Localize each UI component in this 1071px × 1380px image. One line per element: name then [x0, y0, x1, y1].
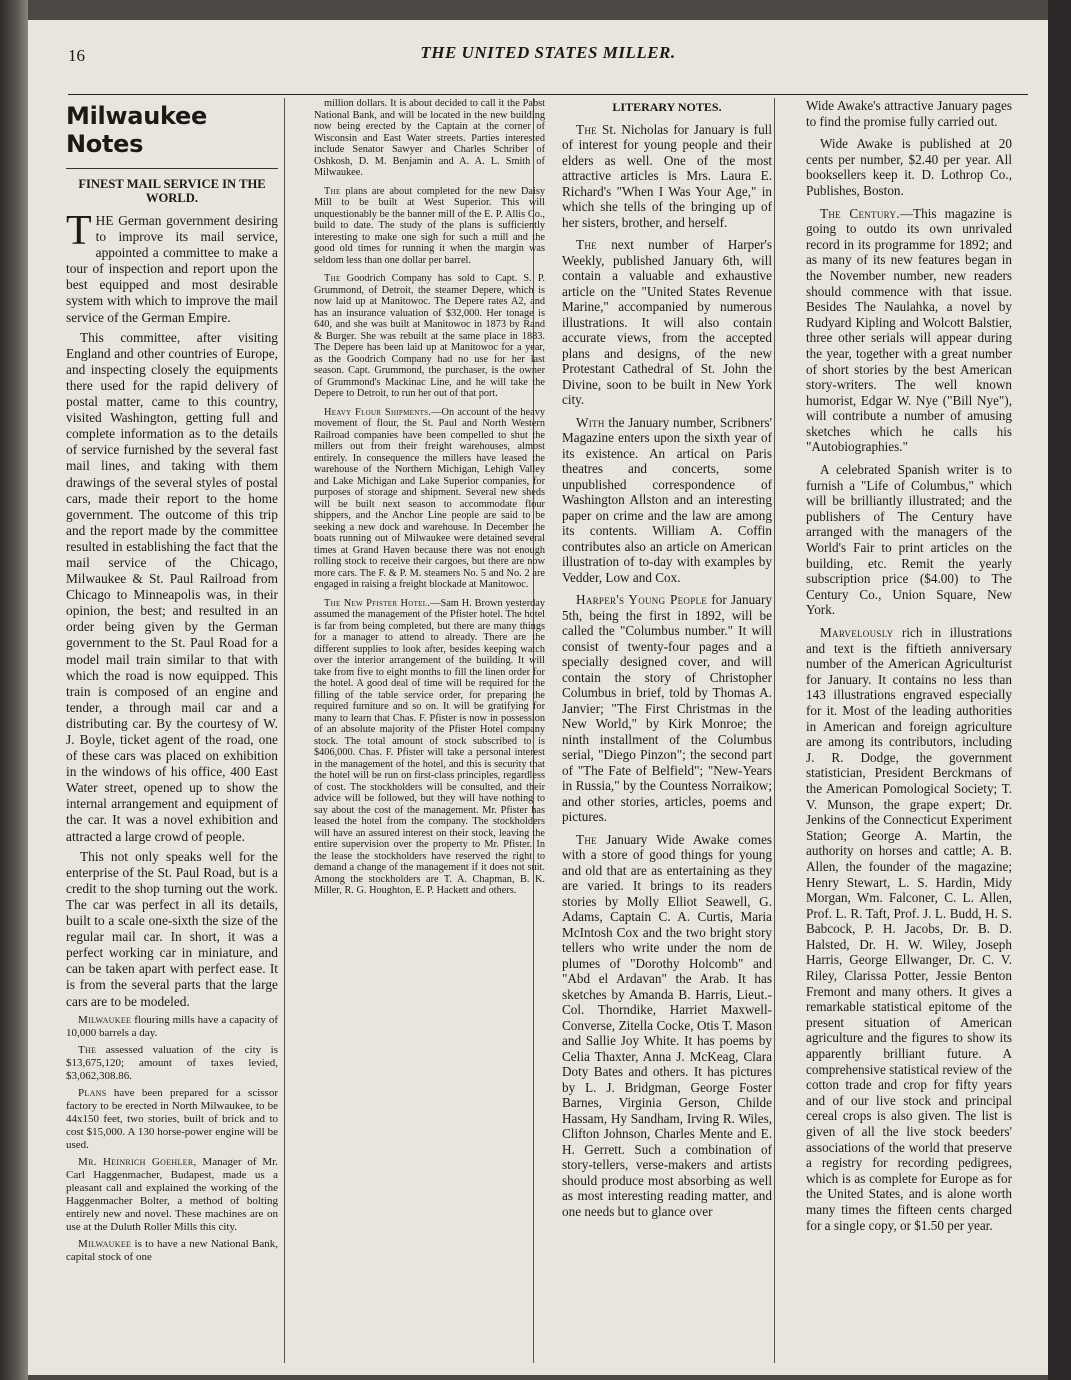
- article-paragraph: This committee, after visiting England and other countries of Europe, and inspecting closely the equipments there used for the rapid delivery of postal matter, came to this country, visited Washington, getting full and complete information as to the details of service furnished by the several fast mail lines, and taking with them drawings of the several styles of postal cars, made their report to the home government. The outcome of this trip and the report made by the committee resulted in establishing the fact that the mail service of the Chicago, Milwaukee & St. Paul Railroad from Chicago to Minneapolis was, in their opinion, the best; and resulted in an order being given by the German government to the St. Paul Road for a model mail train similar to that with which the road is now equipped. This train is composed of an engine and tender, a through mail car and a distributing car. By the courtesy of W. J. Boyle, ticket agent of the road, one of these cars was placed on exhibition in the windows of his office, 400 East Water street, opened up to show the internal arrangement and equipment of the car. It was a novel exhibition and attracted a large crowd of people.: [66, 329, 278, 844]
- news-item: Mr. Heinrich Goehler, Manager of Mr. Carl Haggenmacher, Budapest, made us a pleasant call and explained the working of the Haggenmacher Bolter, a method of bolting entirely new and novel. These machines are on use at the Duluth Roller Mills this city.: [66, 1155, 278, 1233]
- article-paragraph: THE German government desiring to improve its mail service, appointed a committee to make a tour of inspection and report upon the best equipped and most desirable system with which to improve the mail service of the German Empire.: [66, 208, 278, 325]
- drop-cap: T: [66, 208, 92, 254]
- literary-note: The St. Nicholas for January is full of interest for young people and their elders as well. One of the most attractive articles is Mrs. Laura E. Richard's "When I Was Your Age," in which she tells of the bringing up of her sisters, brother, and herself.: [562, 121, 772, 230]
- section-heading: LITERARY NOTES.: [612, 100, 722, 114]
- news-item: Milwaukee flouring mills have a capacity of 10,000 barrels a day.: [66, 1013, 278, 1039]
- news-item: Milwaukee is to have a new National Bank, capital stock of one: [66, 1237, 278, 1263]
- literary-note: The next number of Harper's Weekly, published January 6th, will contain a valuable and exhaustive article on the "United States Revenue Marine," accompanied by numerous illustrations. It will also contain accurate views, from the accepted plans and designs, of the new Protestant Cathedral of St. John the Divine, soon to be built in New York city.: [562, 237, 772, 407]
- header-rule: [68, 94, 1028, 95]
- literary-note: Wide Awake is published at 20 cents per number, $2.40 per year. All booksellers keep it. D. Lothrop Co., Publishes, Boston.: [806, 136, 1012, 198]
- column-literary-notes-continued: [806, 98, 1012, 1363]
- news-item: The Goodrich Company has sold to Capt. S. P. Grummond, of Detroit, the steamer Depere, which is now laid up at Manitowoc. The Depere rates A2, and has an insurance valuation of $32,000. Her tonage is 640, and she was built at Manitowoc in 1873 by Rand & Burger. She was rebuilt at the same place in 1883. The Depere has been laid up at Manitowoc for a year, as the Goodrich Company had no use for her last season. Capt. Grummond, the purchaser, is the owner of Grummond's Mackinac Line, and he will take the Depere to Detroit, to run her out of that port.: [314, 273, 545, 399]
- literary-note: A celebrated Spanish writer is to furnish a "Life of Columbus," which will be brilliantly illustrated; and the publishers of The Century have arranged with the managers of the World's Fair to print articles on the building, etc. Remit the yearly subscription price ($4.00) to The Century Co., Union Square, New York.: [806, 462, 1012, 618]
- literary-note: The Century.—This magazine is going to outdo its own unrivaled record in its programme for 1892; and as many of its new features began in the November number, new readers should commence with that issue. Besides The Naulahka, a novel by Rudyard Kipling and Wolcott Balstier, three other serials will appear during the year, together with a great number of short stories by the best American story-writers. The well known humorist, Edgar W. Nye ("Bill Nye"), will contribute a number of amusing sketches which he calls his "Autobiographies.": [806, 205, 1012, 455]
- page-number: 16: [68, 46, 85, 65]
- literary-note: Wide Awake's attractive January pages to find the promise fully carried out.: [806, 98, 1012, 129]
- page-header: [68, 40, 1028, 70]
- article-paragraph: This not only speaks well for the enterprise of the St. Paul Road, but is a credit to the shop turning out the work. The car was perfect in all its details, built to a scale one-sixth the size of the regular mail car. In short, it was a perfect working car in miniature, and can be taken apart with perfect ease. It is from the several parts that the large cars are to be modeled.: [66, 848, 278, 1009]
- news-item: Plans have been prepared for a scissor factory to be erected in North Milwaukee, to be 44x150 feet, two stories, built of brick and to cost $15,000. A 130 horse-power engine will be used.: [66, 1086, 278, 1151]
- article-headline: FINEST MAIL SERVICE IN THE WORLD.: [78, 177, 266, 205]
- literary-note: With the January number, Scribners' Magazine enters upon the sixth year of its existence. An artical on Paris theatres and concerts, some unpublished correspondence of Washington Allston and an interesting paper on crime and the law are among its contents. William A. Coffin contributes also an article on American illustration of to-day with examples by Vedder, Low and Cox.: [562, 414, 772, 585]
- news-item: Heavy Flour Shipments.—On account of the heavy movement of flour, the St. Paul and North Western Railroad companies have been compelled to shut the millers out from their freight warehouses, almost entirely. In consequence the millers have leased the warehouse of the Northern Michigan, Lehigh Valley and Lake Michigan and Lake Superior companies, for purposes of storage and shipment. Several new sheds will be built next season to accommodate flour shippers, and the Anchor Line people are said to be seeking a new dock and warehouse. In December the boats running out of Milwaukee were detained several times at Grand Haven because there was not enough rolling stock to receive their cargoes, but there are now more cars. The F. & P. M. steamers No. 5 and No. 2 are engaged in raising a freight blockade at Manitowoc.: [314, 406, 545, 590]
- literary-note: Marvelously rich in illustrations and text is the fiftieth anniversary number of the American Agriculturist for January. It contains no less than 143 illustrations engraved especially for it. Most of the leading authorities in American and foreign agriculture are among its contributors, including J. R. Dodge, the government statistician, President Berckmans of the American Pomological Society; T. V. Munson, the grape expert; Dr. Jenkins of the Connecticut Experiment Station; George A. Martin, the authority on horses and cattle; A. B. Allen, the founder of the magazine; Henry Stewart, L. S. Hardin, Midy Morgan, Wm. Falconer, C. L. Allen, Prof. L. R. Taft, Prof. J. L. Budd, H. S. Babcock, P. H. Jacobs, Dr. B. D. Halsted, Dr. H. W. Wiley, Joseph Harris, George Ellwanger, Dr. C. V. Riley, Clarissa Potter, Jessie Benton Fremont and many others. It gives a remarkable statistical epitome of the present situation of American agriculture and the figures to show its apparently brilliant future. A comprehensive statistical review of the cotton trade and crop for fifty years and of our live stock and principal cereal crops is also given. The list is given of all the live stock beeders' associations of the world that preserve a registry for recording pedigrees, which is as complete for Europe as for the United States, and is alone worth many times the fifteen cents charged for a single copy, or $1.50 per year.: [806, 625, 1012, 1233]
- running-title: THE UNITED STATES MILLER.: [420, 43, 676, 62]
- literary-note: The January Wide Awake comes with a store of good things for young and old that are as entertaining as they are varied. It brings to its readers stories by Molly Elliot Seawell, G. Adams, Captain C. A. Curtis, Maria McIntosh Cox and the two bright story tellers who write under the nom de plumes of "Dorothy Holcomb" and "Abd el Ardavan" the Arab. It has sketches by Amanda B. Harris, Lieut.-Col. Thorndike, Harriet Maxwell-Converse, Zitella Cocke, Otis T. Mason and Sallie Joy White. It has poems by Celia Thaxter, Anna J. McKeag, Clara Doty Bates and others. It has pictures by L. J. Bridgman, George Foster Barnes, Virginia Gerson, Childe Hassam, Hy Sandham, Irving R. Wiles, Clifton Johnson, Charles Mente and E. H. Gerrett. Such a combination of story-tellers, verse-makers and artists should produce most absorbing as well as most interesting reading matter, and one needs but to glance over: [562, 831, 772, 1219]
- news-item: The New Pfister Hotel.—Sam H. Brown yesterday assumed the management of the Pfister hotel. The hotel is far from being completed, but there are many things for a manager to attend to already. There are the different supplies to look after, besides keeping watch over the interior arrangement of the building. It will take from five to eight months to fill the linen order for the hotel. A good deal of time will be required for the filling of the table service order, for preparing the required furniture and so on. It will be gratifying for many to learn that Chas. F. Pfister is now in possession of an absolute majority of the Pfister Hotel company stock. The total amount of stock subscribed to is $406,000. Chas. F. Pfister will take a personal interest in the management of the hotel, and this is security that the hotel will be run on first-class principles, regardless of cost. The stockholders will be consulted, and their advice will be followed, but they will have nothing to say about the cost of the management. Mr. Pfister has leased the hotel from the company. The stockholders will have an assured interest on their stock, leaving the entire supervision over the property to Mr. Pfister. In the lease the stockholders have reserved the right to demand a change of the management if it does not suit. Among the stockholders are T. A. Chapman, B. K. Miller, R. G. Houghton, E. P. Hackett and others.: [314, 597, 545, 896]
- news-item: The plans are about completed for the new Daisy Mill to be built at West Superior. This will unquestionably be the banner mill of the E. P. Allis Co., build to date. The study of the plans is sufficiently interesting to make one sigh for such a mill and the good old times for running it when the margin was seldom less than one dollar per barrel.: [314, 185, 545, 266]
- column-divider: [284, 98, 285, 1363]
- divider: [66, 168, 278, 169]
- article-paragraph: million dollars. It is about decided to call it the Pabst National Bank, and will be located in the new building now being erected by the Captain at the corner of Wisconsin and East Water streets. Parties interested include Senator Sawyer and Charles Schriber of Oshkosh, D. M. Benjamin and A. A. L. Smith of Milwaukee.: [314, 98, 545, 178]
- column-literary-notes: [562, 98, 772, 1363]
- column-news-items: [314, 98, 545, 1363]
- section-masthead: Milwaukee Notes: [66, 102, 207, 158]
- news-item: The assessed valuation of the city is $13,675,120; amount of taxes levied, $3,062,308.86.: [66, 1043, 278, 1082]
- column-divider: [774, 98, 775, 1363]
- literary-note: Harper's Young People for January 5th, being the first in 1892, will be called the "Columbus number." It will consist of twenty-four pages and a specially designed cover, and will contain the story of Christopher Columbus in brief, told by Thomas A. Janvier; "The First Christmas in the New World," by Kirk Monroe; the ninth installment of the Columbus serial, "Diego Pinzon"; the second part of "The Fate of Belfield"; "New-Years in Russia," by the Countess Norraikow; and other stories, articles, poems and pictures.: [562, 592, 772, 824]
- column-milwaukee-notes: [66, 98, 278, 1363]
